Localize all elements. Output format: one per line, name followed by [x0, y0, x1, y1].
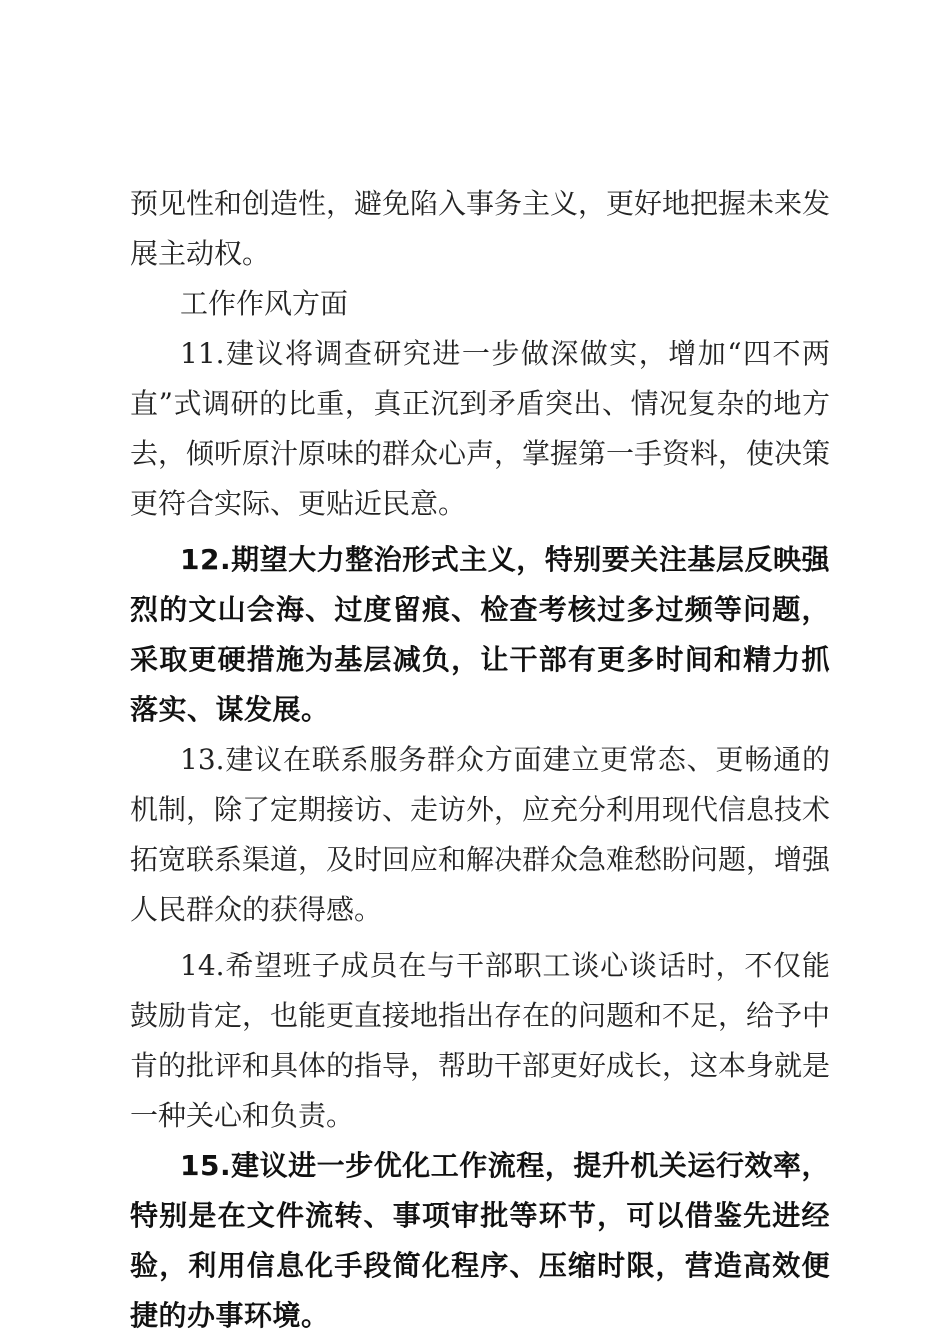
paragraph-item-11: 11.建议将调查研究进一步做深做实，增加“四不两直”式调研的比重，真正沉到矛盾突出、情况复杂的地方去，倾听原汁原味的群众心声，掌握第一手资料，使决策更符合实际、更贴近民意。 [130, 337, 831, 520]
paragraph-item-13: 13.建议在联系服务群众方面建立更常态、更畅通的机制，除了定期接访、走访外，应充分利用现代信息技术拓宽联系渠道，及时回应和解决群众急难愁盼问题，增强人民群众的获得感。 [130, 743, 831, 926]
paragraph-item-12: 12.期望大力整治形式主义，特别要关注基层反映强烈的文山会海、过度留痕、检查考核过多过频等问题，采取更硬措施为基层减负，让干部有更多时间和精力抓落实、谋发展。 [130, 543, 830, 726]
section-heading-work-style: 工作作风方面 [180, 287, 349, 320]
paragraph-item-14: 14.希望班子成员在与干部职工谈心谈话时，不仅能鼓励肯定，也能更直接地指出存在的问题和不足，给予中肯的批评和具体的指导，帮助干部更好成长，这本身就是一种关心和负责。 [130, 949, 831, 1132]
document-body [130, 179, 830, 1341]
paragraph-item-15: 15.建议进一步优化工作流程，提升机关运行效率，特别是在文件流转、事项审批等环节，可以借鉴先进经验，利用信息化手段简化程序、压缩时限，营造高效便捷的办事环境。 [130, 1149, 830, 1332]
paragraph-continuation: 预见性和创造性，避免陷入事务主义，更好地把握未来发展主动权。 [130, 187, 831, 270]
